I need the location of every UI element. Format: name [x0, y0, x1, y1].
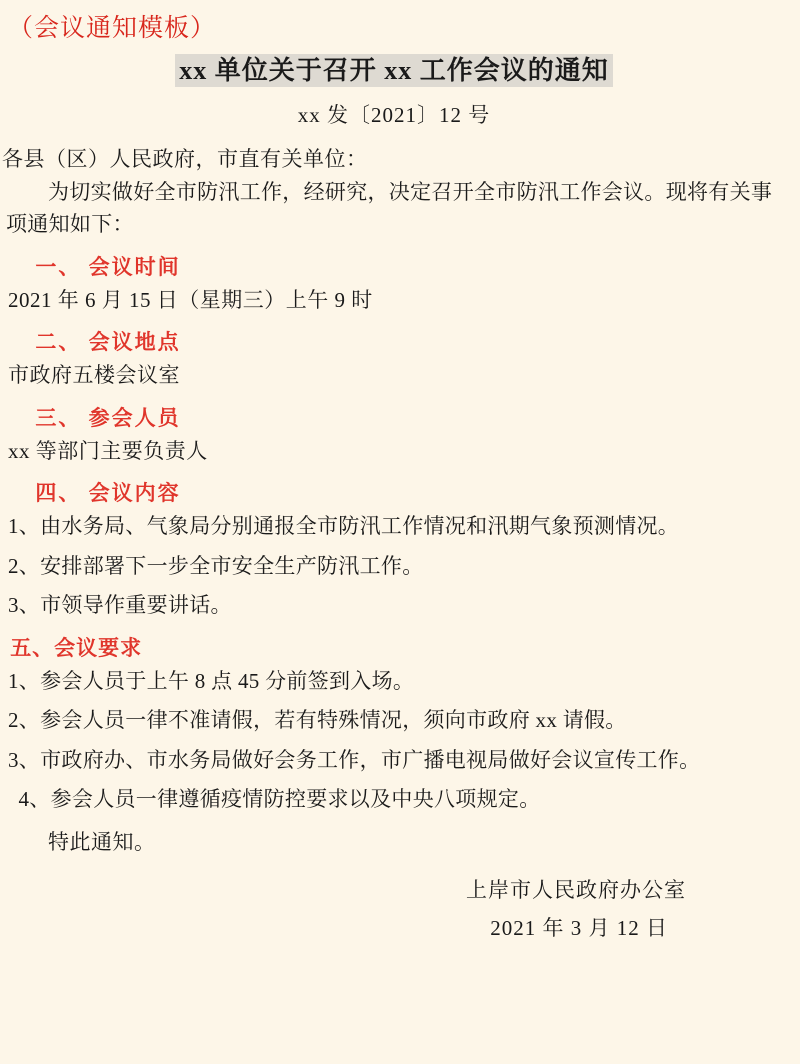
- section-body-meeting-place: 市政府五楼会议室: [8, 363, 180, 388]
- requirement-item-1: 1、参会人员于上午 8 点 45 分前签到入场。: [8, 668, 415, 693]
- signature-block: [6, 874, 782, 942]
- closing-line: 特此通知。: [48, 829, 156, 854]
- signature-date: 2021 年 3 月 12 日: [490, 915, 668, 940]
- signature-organization: 上岸市人民政府办公室: [466, 877, 686, 902]
- requirement-item-2: 2、参会人员一律不准请假，若有特殊情况，须向市政府 xx 请假。: [8, 708, 627, 733]
- requirement-item-3: 3、市政府办、市水务局做好会务工作，市广播电视局做好会议宣传工作。: [8, 747, 701, 772]
- addressee-line: 各县（区）人民政府，市直有关单位：: [2, 147, 368, 171]
- content-item-2: 2、安排部署下一步全市安全生产防汛工作。: [8, 553, 424, 578]
- content-item-1: 1、由水务局、气象局分别通报全市防汛工作情况和汛期气象预测情况。: [8, 514, 680, 539]
- intro-paragraph: 为切实做好全市防汛工作，经研究，决定召开全市防汛工作会议。现将有关事项通知如下：: [6, 180, 773, 236]
- section-heading-meeting-requirements: 五、会议要求: [10, 635, 143, 660]
- content-item-3: 3、市领导作重要讲话。: [8, 593, 232, 618]
- document-number: xx 发〔2021〕12 号: [297, 103, 491, 127]
- section-heading-meeting-content: 四、 会议内容: [35, 481, 181, 506]
- section-heading-participants: 三、 参会人员: [35, 405, 181, 430]
- document-title: [6, 50, 782, 87]
- template-tag: （会议通知模板）: [8, 15, 217, 42]
- section-heading-meeting-place: 二、 会议地点: [35, 330, 181, 355]
- document-title-text: xx 单位关于召开 xx 工作会议的通知: [175, 54, 613, 87]
- requirement-item-4: 4、参会人员一律遵循疫情防控要求以及中央八项规定。: [18, 787, 541, 812]
- section-body-participants: xx 等部门主要负责人: [8, 438, 208, 463]
- section-heading-meeting-time: 一、 会议时间: [35, 254, 181, 279]
- section-body-meeting-time: 2021 年 6 月 15 日（星期三）上午 9 时: [8, 287, 373, 312]
